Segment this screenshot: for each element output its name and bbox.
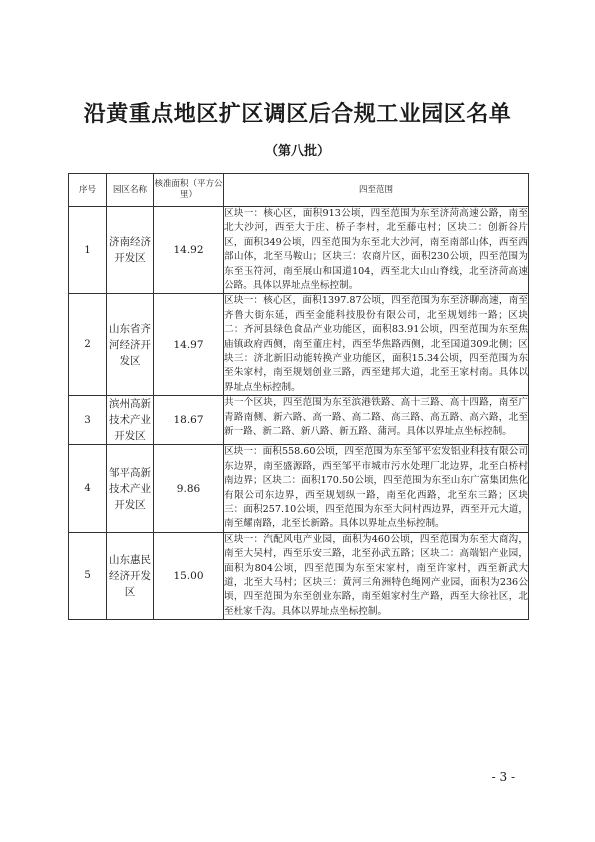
row-park-name: 滨州高新技术产业开发区 (107, 396, 154, 445)
row-park-name: 邹平高新技术产业开发区 (107, 445, 154, 532)
row-no: 3 (69, 396, 107, 445)
row-park-name: 济南经济开发区 (107, 207, 154, 294)
row-park-name: 山东惠民经济开发区 (107, 532, 154, 619)
document-subtitle: （第八批） (264, 144, 330, 159)
table-row (69, 445, 529, 532)
row-area: 18.67 (154, 396, 224, 445)
header-scope: 四至范围 (224, 174, 529, 207)
row-no: 4 (69, 445, 107, 532)
row-scope: 区块一：核心区，面积913公顷，四至范围为东至济菏高速公路，南至北大沙河，西至大于庄、桥子李村，北至藤屯村；区块二：创新谷片区，面积349公顷，四至范围为东至北大沙河，南至南部山体，西至西部山体，北至马鞍山；区块三：农商片区，面积230公顷，四至范围为东至玉符河，南至展山和国道104，西至北大山山脊线，北至济菏高速公路。具体以界址点坐标控制。 (224, 207, 529, 294)
row-area: 15.00 (154, 532, 224, 619)
row-scope: 共一个区块，四至范围为东至滨港铁路、高十三路、高十四路，南至广青路南侧、新六路、高一路、高二路、高三路、高五路、高六路，北至新一路、新二路、新八路、新五路、蒲河。具体以界址点坐标控制。 (224, 396, 529, 445)
row-scope: 区块一：核心区，面积1397.87公顷，四至范围为东至济聊高速，南至齐鲁大街东延，西至金能科技股份有限公司，北至规划纬一路；区块二：齐河县绿色食品产业功能区，面积83.91公顷，四至范围为东至焦庙镇政府西侧，南至董庄村，西至华焦路西侧，北至国道309北侧；区块三：济北新旧动能转换产业功能区，面积15.34公顷，四至范围为东至朱家村，南至规划创业三路，西至建邦大道，北至王家村南。具体以界址点坐标控制。 (224, 294, 529, 396)
park-list-table (68, 173, 529, 620)
header-no: 序号 (69, 174, 107, 207)
row-no: 1 (69, 207, 107, 294)
header-area: 核准面积（平方公里） (154, 174, 224, 207)
table-row (69, 207, 529, 294)
row-park-name: 山东省齐河经济开发区 (107, 294, 154, 396)
table-row (69, 294, 529, 396)
row-scope: 区块一：汽配风电产业园，面积为460公顷，四至范围为东至大商沟，南至大吴村，西至乐安三路，北至孙武五路；区块二：高端铝产业园，面积为804公顷，四至范围为东至宋家村，南至许家村，西至新武大道，北至大马村；区块三：黄河三角洲特色绳网产业园，面积为236公顷，四至范围为东至创业东路，南至姐家村生产路，西至大徐社区，北至杜家千沟。具体以界址点坐标控制。 (224, 532, 529, 619)
page-number: - 3 - (491, 770, 515, 784)
row-area: 9.86 (154, 445, 224, 532)
table-row (69, 532, 529, 619)
table-row (69, 396, 529, 445)
row-no: 2 (69, 294, 107, 396)
row-no: 5 (69, 532, 107, 619)
row-area: 14.97 (154, 294, 224, 396)
row-area: 14.92 (154, 207, 224, 294)
table-header-row (69, 174, 529, 207)
document-title: 沿黄重点地区扩区调区后合规工业园区名单 (83, 101, 512, 127)
header-name: 园区名称 (107, 174, 154, 207)
row-scope: 区块一：面积558.60公顷，四至范围为东至邹平宏发铝业科技有限公司东边界，南至盛源路，西至邹平市城市污水处理厂北边界，北至白桥村南边界；区块二：面积170.50公顷，四至范围为东至山东广富集团焦化有限公司东边界，西至规划纵一路，南至化西路，北至东三路；区块三：面积257.10公顷，四至范围为东至大问村西边界，西至开元大道，南至耀南路，北至长新路。具体以界址点坐标控制。 (224, 445, 529, 532)
